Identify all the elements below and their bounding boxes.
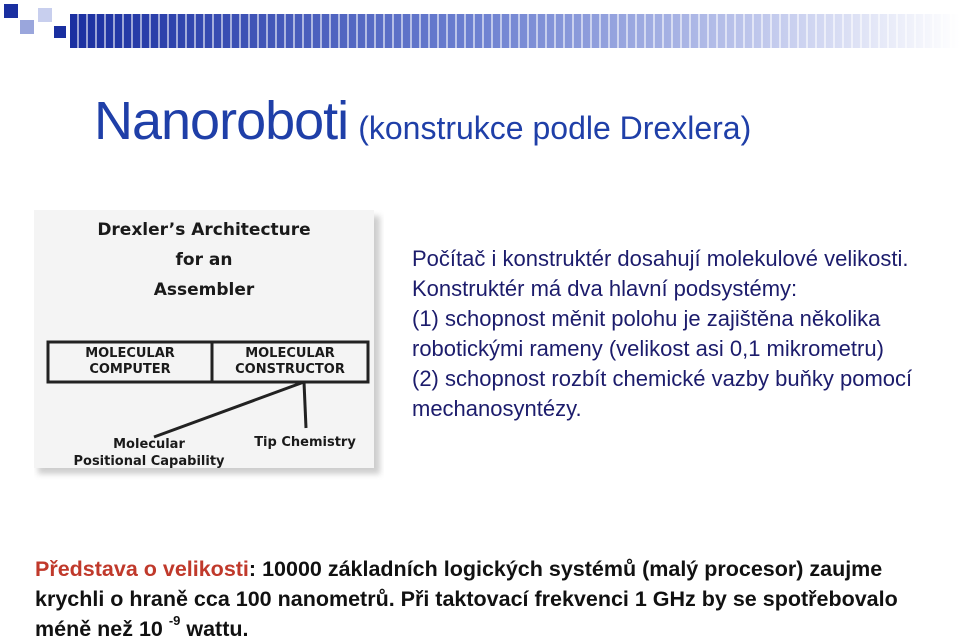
title-main: Nanoroboti <box>94 91 349 151</box>
diagram-background <box>34 210 374 468</box>
box-right-line1: MOLECULAR <box>245 346 335 361</box>
decor-stripes <box>70 14 960 48</box>
diagram-link-right <box>304 382 306 428</box>
sub-left-line1: Molecular <box>113 437 185 452</box>
paragraph: (2) schopnost rozbít chemické vazby buňky pomocí mechanosyntézy. <box>412 366 913 421</box>
drexler-architecture-diagram <box>34 210 384 480</box>
box-right-line2: CONSTRUCTOR <box>235 362 345 377</box>
footer-text-part1: 10000 základních logických systémů (malý procesor) zaujme krychli o hraně cca 100 nanometrů. Při taktovací frekvenci 1 GHz by se spotřebovalo méně než 10 <box>35 557 898 641</box>
decor-square <box>4 4 18 18</box>
slide-title <box>94 90 751 152</box>
footer-colon: : <box>248 557 257 581</box>
box-left-line1: MOLECULAR <box>85 346 175 361</box>
title-subtitle: (konstrukce podle Drexlera) <box>358 110 752 146</box>
footer-label: Představa o velikosti <box>35 557 249 581</box>
diagram-heading-3: Assembler <box>153 280 255 300</box>
diagram-heading-2: for an <box>175 250 233 270</box>
diagram-heading-1: Drexler’s Architecture <box>97 220 311 240</box>
footer-exponent: -9 <box>168 612 181 628</box>
box-label-molecular-computer <box>48 346 212 378</box>
decor-square <box>54 26 66 38</box>
box-left-line2: COMPUTER <box>89 362 171 377</box>
sub-label-positional-capability <box>64 436 234 470</box>
footer-text <box>35 554 945 644</box>
paragraph: (1) schopnost měnit polohu je zajištěna několika robotickými rameny (velikost asi 0,1 mikrometru) <box>412 306 884 361</box>
decorative-header-bar <box>0 0 960 60</box>
box-label-molecular-constructor <box>212 346 368 378</box>
decor-square <box>38 8 52 22</box>
paragraph: Počítač i konstruktér dosahují molekulové velikosti. <box>412 246 909 271</box>
body-text <box>412 244 932 424</box>
sub-label-tip-chemistry: Tip Chemistry <box>254 435 356 450</box>
footer-text-part2: wattu. <box>180 617 249 641</box>
decor-square <box>20 20 34 34</box>
sub-left-line2: Positional Capability <box>73 454 225 469</box>
paragraph: Konstruktér má dva hlavní podsystémy: <box>412 276 798 301</box>
